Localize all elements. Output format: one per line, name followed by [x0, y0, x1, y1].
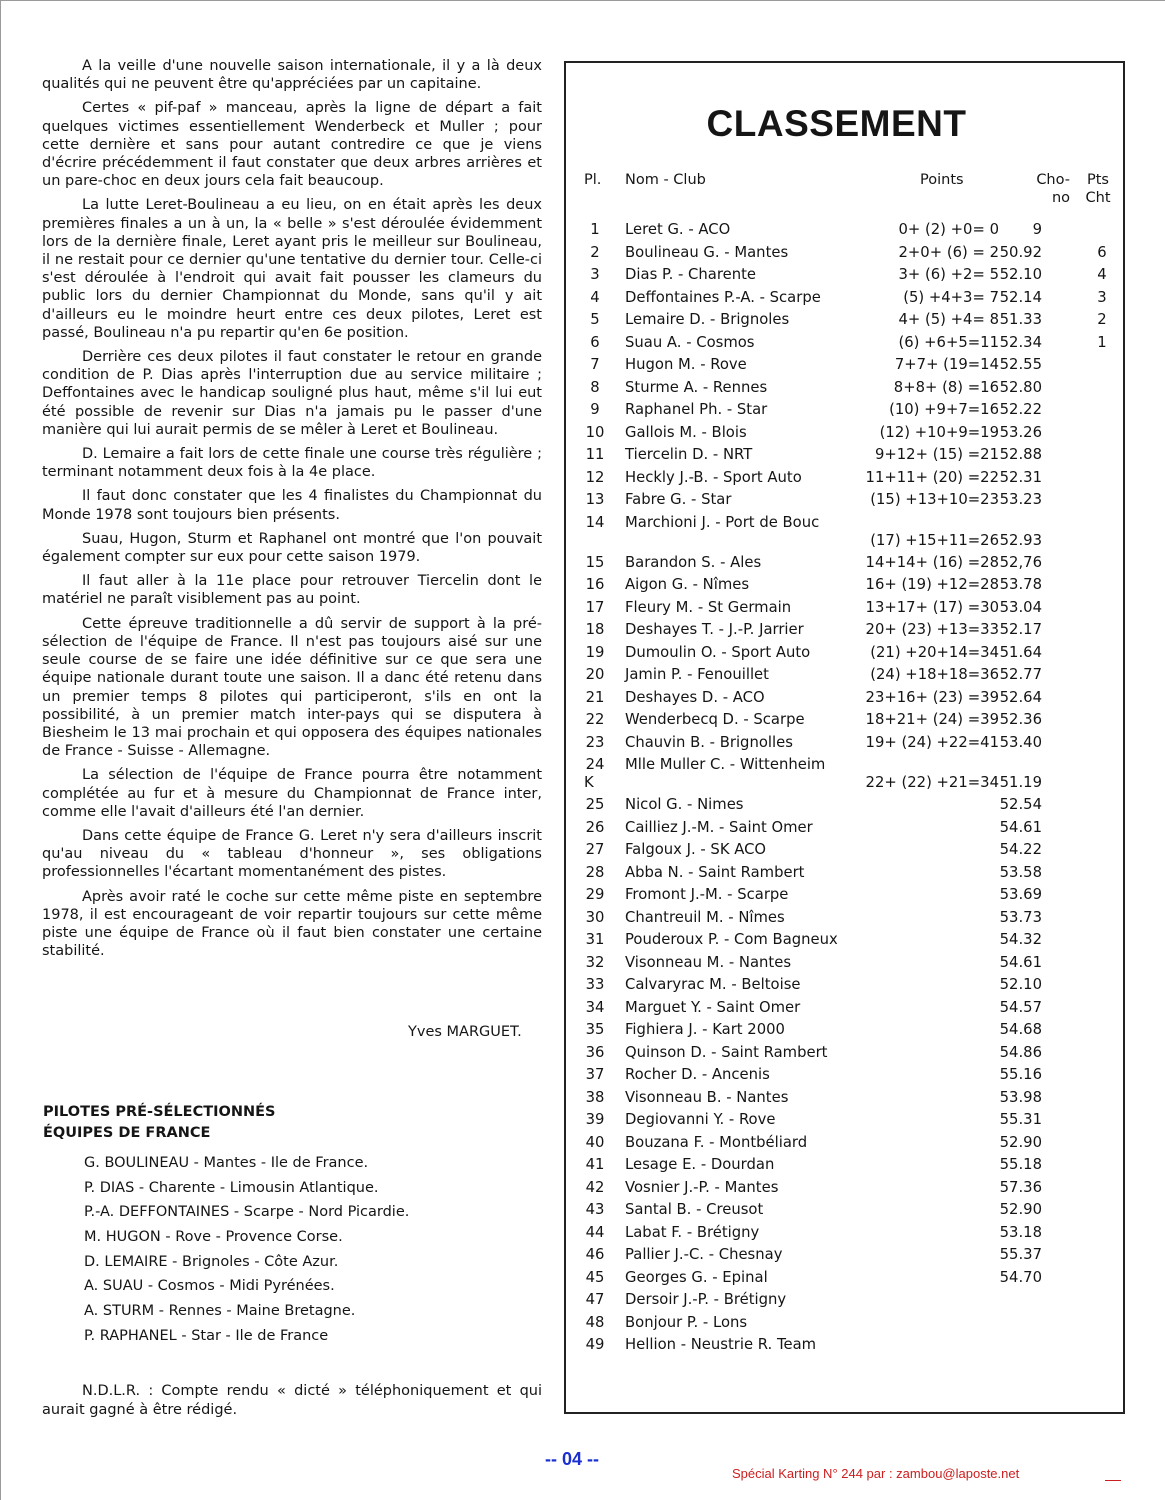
rank-chrono: 54.61 — [999, 818, 1042, 836]
rank-chrono: 54.86 — [999, 1043, 1042, 1061]
rank-name-club: Abba N. - Saint Rambert — [625, 863, 805, 881]
pilot-item: A. STURM - Rennes - Maine Bretagne. — [84, 1303, 356, 1320]
rank-points: (24) +18+18=36 — [870, 666, 999, 683]
preselected-pilot-list — [84, 1153, 409, 1351]
ranking-row — [566, 1109, 1123, 1132]
ranking-row — [566, 1132, 1123, 1155]
rank-chrono: 53.98 — [999, 1088, 1042, 1106]
rank-chrono: 52.90 — [999, 1201, 1042, 1218]
preselection-title-line2: ÉQUIPES DE FRANCE — [43, 1125, 211, 1141]
rank-points: 3+ (6) +2= 5 — [898, 266, 999, 283]
rank-place: 6 — [590, 333, 600, 351]
ranking-row — [566, 467, 1123, 490]
rank-chrono: 55.18 — [999, 1156, 1042, 1173]
rank-chrono: 53.58 — [999, 863, 1042, 881]
rank-points: (15) +13+10=23 — [870, 491, 999, 508]
rank-place: 4 — [590, 288, 600, 306]
rank-chrono: 55.37 — [999, 1246, 1042, 1263]
rank-place: 36 — [585, 1043, 605, 1061]
ranking-row — [566, 219, 1123, 242]
rank-place: 3 — [590, 266, 600, 283]
preselection-title-line1: PILOTES PRÉ-SÉLECTIONNÉS — [43, 1104, 276, 1120]
rank-championship-points: 2 — [1097, 311, 1107, 328]
ranking-row — [566, 974, 1123, 997]
rank-chrono: 54.22 — [999, 841, 1042, 858]
pilot-item: P.-A. DEFFONTAINES - Scarpe - Nord Picardie. — [84, 1204, 410, 1221]
ranking-row — [566, 732, 1123, 755]
rank-name-club: Degiovanni Y. - Rove — [625, 1111, 776, 1128]
rank-name-club: Fleury M. - St Germain — [625, 598, 792, 616]
rank-place: 9 — [590, 401, 600, 418]
ranking-row — [566, 1222, 1123, 1245]
rank-place: 40 — [585, 1133, 605, 1151]
rank-chrono: 9 — [1032, 221, 1042, 238]
rank-name-club: Pallier J.-C. - Chesnay — [625, 1246, 783, 1263]
rank-place: 17 — [585, 598, 605, 616]
rank-name-club: Vosnier J.-P. - Mantes — [625, 1178, 779, 1196]
ranking-row — [566, 642, 1123, 665]
rank-points: 8+8+ (8) =16 — [893, 378, 999, 396]
rank-chrono: 54.68 — [999, 1021, 1042, 1038]
rank-place: 13 — [585, 491, 605, 508]
rank-chrono: 52.77 — [999, 666, 1042, 683]
ranking-row — [566, 332, 1123, 355]
rank-name-club: Mlle Muller C. - Wittenheim — [625, 756, 826, 773]
ranking-row — [566, 242, 1123, 265]
rank-points: (17) +15+11=26 — [870, 531, 999, 549]
rank-points: (5) +4+3= 7 — [903, 288, 999, 306]
article-paragraph: Il faut donc constater que les 4 finalistes du Championnat du Monde 1978 sont toujours bien présents. — [42, 488, 542, 523]
rank-chrono: 53.69 — [999, 886, 1042, 903]
ranking-row — [566, 1267, 1123, 1290]
ranking-row — [566, 952, 1123, 975]
rank-name-club: Barandon S. - Ales — [625, 553, 762, 571]
ranking-row — [566, 422, 1123, 445]
rank-name-club: Heckly J.-B. - Sport Auto — [625, 468, 802, 486]
article-paragraph: Certes « pif-paf » manceau, après la ligne de départ a fait quelques victimes essentiellement Wenderbeck et Muller ; pour cette dernière et sans pour autant contredire ce que je viens d'écrire précédemment il faut constater que deux arbres arrières et un pare-choc en deux jours cela fait beaucoup. — [42, 100, 542, 190]
ranking-row — [566, 489, 1123, 512]
rank-place: 21 — [585, 688, 605, 706]
pilot-item: G. BOULINEAU - Mantes - Ile de France. — [84, 1155, 369, 1171]
rank-place: 48 — [585, 1313, 605, 1331]
rank-name-club: Pouderoux P. - Com Bagneux — [625, 931, 838, 948]
rank-name-club: Bouzana F. - Montbéliard — [625, 1133, 808, 1151]
rank-points: (6) +6+5=11 — [898, 333, 999, 351]
rank-place: 5 — [590, 311, 600, 328]
rank-chrono: 55.31 — [999, 1111, 1042, 1128]
rank-chrono: 53.23 — [999, 491, 1042, 508]
ranking-row — [566, 1042, 1123, 1065]
rank-place: 49 — [585, 1336, 605, 1353]
rank-name-club: Leret G. - ACO — [625, 221, 731, 238]
rank-place: 19 — [585, 643, 605, 661]
ranking-row — [566, 884, 1123, 907]
ranking-rows — [566, 219, 1123, 1357]
rank-chrono: 52.55 — [999, 356, 1042, 373]
rank-chrono: 50.92 — [999, 243, 1042, 261]
rank-points: 19+ (24) +22=41 — [865, 733, 999, 751]
rank-place: 1 — [590, 221, 600, 238]
ranking-row — [566, 399, 1123, 422]
article-paragraph: La sélection de l'équipe de France pourra être notamment complétée au fur et à mesure du Championnat de France inter, comme elle l'avait d'ailleurs été l'an dernier. — [42, 767, 542, 820]
rank-place: 26 — [585, 818, 605, 836]
page-border-top — [0, 0, 1165, 1]
rank-name-club: Falgoux J. - SK ACO — [625, 841, 767, 858]
rank-name-club: Bonjour P. - Lons — [625, 1313, 748, 1331]
ranking-row — [566, 264, 1123, 287]
rank-points: 13+17+ (17) =30 — [865, 598, 999, 616]
rank-name-club: Dias P. - Charente — [625, 266, 756, 283]
rank-chrono: 51.33 — [999, 311, 1042, 328]
preselection-title — [43, 1102, 363, 1144]
article-paragraph: Suau, Hugon, Sturm et Raphanel ont montré que l'on pouvait également compter sur eux pour cette saison 1979. — [42, 530, 542, 566]
rank-name-club: Fromont J.-M. - Scarpe — [625, 886, 789, 903]
article-paragraph: A la veille d'une nouvelle saison internationale, il y a là deux qualités qui ne peuvent être qu'appréciées par un capitaine. — [42, 58, 542, 93]
rank-place: 18 — [585, 621, 605, 638]
rank-place: 12 — [585, 468, 605, 486]
ranking-row — [566, 1087, 1123, 1110]
rank-place: 44 — [585, 1223, 605, 1241]
rank-name-club: Wenderbecq D. - Scarpe — [625, 711, 805, 728]
ranking-row — [566, 444, 1123, 467]
rank-name-club: Calvaryrac M. - Beltoise — [625, 976, 801, 993]
rank-place: 28 — [585, 863, 605, 881]
rank-place: 2 — [590, 243, 600, 261]
footer-credit: Spécial Karting N° 244 par : zambou@laposte.net — [732, 1466, 1020, 1481]
ranking-row — [566, 1289, 1123, 1312]
rank-place: 23 — [585, 733, 605, 751]
rank-chrono: 54.61 — [999, 953, 1042, 971]
rank-name-club: Dersoir J.-P. - Brétigny — [625, 1291, 787, 1308]
header-championship-points — [1078, 171, 1118, 207]
ranking-row — [566, 377, 1123, 400]
rank-chrono: 52.80 — [999, 378, 1042, 396]
page-border-left — [0, 0, 1, 1500]
rank-chrono: 51.64 — [999, 643, 1042, 661]
pilot-item: D. LEMAIRE - Brignoles - Côte Azur. — [84, 1253, 339, 1270]
article-paragraph: Cette épreuve traditionnelle a dû servir de support à la pré-sélection de l'équipe de France. Il n'est pas toujours aisé sur une seule course de se faire une idée définitive sur ce que sera une équipe nationale durant toute une saison. Il a danc été retenu dans un premier temps 8 pilotes qui participeront, s'ils en ont la possibilité, à un premier match inter-pays qui se disputera à Biesheim le 13 mai prochain et qui opposera des équipes nationales de France - Suisse - Allemagne. — [42, 615, 542, 760]
rank-name-club: Nicol G. - Nimes — [625, 796, 744, 813]
rank-place: 47 — [585, 1291, 605, 1308]
rank-place: 11 — [585, 446, 605, 463]
rank-chrono: 54.57 — [999, 998, 1042, 1016]
rank-chrono: 52.64 — [999, 688, 1042, 706]
rank-points: 20+ (23) +13=33 — [865, 621, 999, 638]
rank-name-club: Santal B. - Creusot — [625, 1201, 764, 1218]
rank-place: 15 — [585, 553, 605, 571]
rank-place: 35 — [585, 1021, 605, 1038]
rank-chrono: 54.70 — [999, 1268, 1042, 1286]
rank-name-club: Sturme A. - Rennes — [625, 378, 768, 396]
ranking-row — [566, 839, 1123, 862]
rank-chrono: 52,76 — [999, 553, 1042, 571]
rank-name-club: Chauvin B. - Brignolles — [625, 733, 793, 751]
rank-points: 0+ (2) +0= 0 — [898, 221, 999, 238]
pilot-item: P. RAPHANEL - Star - Ile de France — [84, 1327, 329, 1344]
rank-chrono: 55.16 — [999, 1066, 1042, 1083]
pilot-item: A. SUAU - Cosmos - Midi Pyrénées. — [84, 1278, 335, 1295]
rank-name-club: Quinson D. - Saint Rambert — [625, 1043, 828, 1061]
rank-name-club: Fabre G. - Star — [625, 491, 732, 508]
rank-chrono: 53.78 — [999, 576, 1042, 593]
rank-chrono: 52.17 — [999, 621, 1042, 638]
header-chrono-line1: Cho- — [1036, 172, 1070, 188]
rank-chrono: 53.40 — [999, 733, 1042, 751]
rank-place: 24 — [585, 756, 605, 773]
article-body — [42, 57, 542, 966]
rank-points: 22+ (22) +21=34 — [865, 774, 999, 791]
rank-chrono: 57.36 — [999, 1178, 1042, 1196]
rank-place: 30 — [585, 908, 605, 926]
ranking-row — [566, 1177, 1123, 1200]
rank-chrono: 52.88 — [999, 446, 1042, 463]
rank-name-club: Dumoulin O. - Sport Auto — [625, 643, 811, 661]
rank-points: 18+21+ (24) =39 — [865, 711, 999, 728]
ranking-row — [566, 619, 1123, 642]
rank-chrono: 52.22 — [999, 401, 1042, 418]
ranking-row — [566, 1019, 1123, 1042]
rank-name-club: Marguet Y. - Saint Omer — [625, 998, 801, 1016]
rank-place: 16 — [585, 576, 605, 593]
ranking-row — [566, 512, 1123, 552]
ranking-row — [566, 997, 1123, 1020]
rank-name-club: Visonneau M. - Nantes — [625, 953, 792, 971]
ranking-row — [566, 687, 1123, 710]
editor-note: N.D.L.R. : Compte rendu « dicté » téléphoniquement et qui aurait gagné à être rédigé. — [42, 1383, 542, 1418]
rank-place: 10 — [585, 423, 605, 441]
article-paragraph: La lutte Leret-Boulineau a eu lieu, on en était après les deux premières finales a un à un, la « belle » s'est déroulée évidemment lors de la dernière finale, Leret ayant pris le meilleur sur Boulineau, il ne restait pour ce dernier qu'une tentative du dernier tour. Celle-ci s'est déroulée à l'endroit qui avait fait pousser les clameurs du public lors du dernier Championnat du Monde, sans qu'il y ait d'ailleurs eu le moindre heurt entre ces deux pilotes, Leret est passé, Boulineau n'a pu repartir qu'en 6e position. — [42, 197, 542, 341]
rank-place: 31 — [585, 931, 605, 948]
rank-place: 39 — [585, 1111, 605, 1128]
rank-name-club: Chantreuil M. - Nîmes — [625, 908, 785, 926]
ranking-row — [566, 754, 1123, 794]
header-place: Pl. — [584, 172, 602, 188]
ranking-row — [566, 862, 1123, 885]
rank-place: 43 — [585, 1201, 605, 1218]
rank-name-club: Lemaire D. - Brignoles — [625, 311, 790, 328]
rank-name-club: Fighiera J. - Kart 2000 — [625, 1021, 785, 1038]
rank-place: 27 — [585, 841, 605, 858]
rank-points: 7+7+ (19=14 — [894, 356, 999, 373]
rank-place: 7 — [590, 356, 600, 373]
rank-chrono: 53.73 — [999, 908, 1042, 926]
header-cht-line1: Pts — [1087, 172, 1109, 188]
author-signature: Yves MARGUET. — [408, 1024, 522, 1040]
rank-name-club: Lesage E. - Dourdan — [625, 1156, 775, 1173]
ranking-row — [566, 1312, 1123, 1335]
rank-points: 11+11+ (20) =22 — [865, 468, 999, 486]
rank-points: 23+16+ (23) =39 — [865, 688, 999, 706]
rank-chrono: 52.93 — [999, 531, 1042, 549]
rank-chrono: 53.26 — [999, 423, 1042, 441]
rank-championship-points: 4 — [1097, 266, 1107, 283]
rank-place: 33 — [585, 976, 605, 993]
ranking-row — [566, 552, 1123, 575]
header-name-club: Nom - Club — [625, 172, 706, 188]
rank-name-club: Rocher D. - Ancenis — [625, 1066, 770, 1083]
rank-chrono: 52.36 — [999, 711, 1042, 728]
ranking-row — [566, 309, 1123, 332]
rank-name-club: Labat F. - Brétigny — [625, 1223, 760, 1241]
page-number: -- 04 -- — [545, 1449, 599, 1469]
rank-points: 16+ (19) +12=28 — [865, 576, 999, 593]
ranking-row — [566, 354, 1123, 377]
article-paragraph: Derrière ces deux pilotes il faut constater le retour en grande condition de P. Dias après l'interruption due au service militaire ; Deffontaines avec le handicap souligné plus haut, même s'il lui eut été possible de revenir sur Dias n'a jamais pu le passer d'une manière qui lui aurait permis de se mêler à Leret et Boulineau. — [42, 349, 542, 438]
rank-chrono: 52.31 — [999, 468, 1042, 486]
rank-place: 45 — [585, 1268, 605, 1286]
header-points: Points — [920, 172, 964, 188]
ranking-row — [566, 794, 1123, 817]
article-paragraph: D. Lemaire a fait lors de cette finale une course très régulière ; terminant notamment deux fois à la 4e place. — [42, 446, 542, 481]
ranking-row — [566, 907, 1123, 930]
article-paragraph: Dans cette équipe de France G. Leret n'y sera d'ailleurs inscrit qu'au niveau du « tableau d'honneur », ses obligations professionnelles l'écartant momentanément des pistes. — [42, 827, 542, 881]
header-chrono-line2: no — [1051, 190, 1070, 206]
rank-name-club: Deshayes T. - J.-P. Jarrier — [625, 621, 804, 638]
rank-chrono: 52.90 — [999, 1133, 1042, 1151]
header-chrono — [1020, 171, 1070, 207]
rank-name-club: Gallois M. - Blois — [625, 423, 747, 441]
rank-points: 2+0+ (6) = 2 — [898, 243, 999, 261]
article-paragraph: Après avoir raté le coche sur cette même piste en septembre 1978, il est encourageant de voir repartir toujours sur cette même piste une équipe de France où il faut bien constater une certaine stabilité. — [42, 888, 542, 960]
pilot-item: P. DIAS - Charente - Limousin Atlantique. — [84, 1179, 379, 1196]
rank-place: 22 — [585, 711, 605, 728]
rank-championship-points: 6 — [1097, 243, 1107, 261]
footer-underline — [1105, 1480, 1121, 1481]
rank-place: 29 — [585, 886, 605, 903]
rank-chrono: 53.18 — [999, 1223, 1042, 1241]
rank-place: 46 — [585, 1246, 605, 1263]
rank-championship-points: 3 — [1097, 288, 1107, 306]
rank-chrono: 52.14 — [999, 288, 1042, 306]
ranking-row — [566, 287, 1123, 310]
rank-name-club: Suau A. - Cosmos — [625, 333, 755, 351]
rank-points: 4+ (5) +4= 8 — [898, 311, 999, 328]
rank-name-club: Deshayes D. - ACO — [625, 688, 765, 706]
rank-name-club: Raphanel Ph. - Star — [625, 401, 768, 418]
ranking-row — [566, 1334, 1123, 1357]
rank-place: 34 — [585, 998, 605, 1016]
ranking-row — [566, 1154, 1123, 1177]
rank-name-club: Hellion - Neustrie R. Team — [625, 1336, 817, 1353]
rank-name-club: Aigon G. - Nîmes — [625, 576, 750, 593]
rank-place: 25 — [585, 796, 605, 813]
rank-points: 14+14+ (16) =28 — [865, 553, 999, 571]
rank-chrono: 52.54 — [999, 796, 1042, 813]
ranking-row — [566, 664, 1123, 687]
rank-name-club: Deffontaines P.-A. - Scarpe — [625, 288, 821, 306]
rank-points: (21) +20+14=34 — [870, 643, 999, 661]
ranking-row — [566, 1064, 1123, 1087]
header-cht-line2: Cht — [1085, 190, 1111, 206]
rank-name-club: Visonneau B. - Nantes — [625, 1088, 789, 1106]
rank-name-club: Georges G. - Epinal — [625, 1268, 768, 1286]
rank-place: 37 — [585, 1066, 605, 1083]
ranking-row — [566, 709, 1123, 732]
rank-place: 42 — [585, 1178, 605, 1196]
rank-name-club: Cailliez J.-M. - Saint Omer — [625, 818, 813, 836]
ranking-box — [564, 61, 1125, 1414]
ranking-row — [566, 1199, 1123, 1222]
ranking-row — [566, 574, 1123, 597]
rank-chrono: 53.04 — [999, 598, 1042, 616]
rank-points: 9+12+ (15) =21 — [874, 446, 999, 463]
rank-name-club: Hugon M. - Rove — [625, 356, 747, 373]
rank-place: 41 — [585, 1156, 605, 1173]
rank-place-suffix: K — [584, 774, 594, 791]
rank-name-club: Marchioni J. - Port de Bouc — [625, 513, 820, 531]
rank-points: (12) +10+9=19 — [879, 423, 999, 441]
rank-chrono: 52.34 — [999, 333, 1042, 351]
ranking-title: CLASSEMENT — [706, 103, 967, 144]
article-paragraph: Il faut aller à la 11e place pour retrouver Tiercelin dont le matériel ne paraît visiblement pas au point. — [42, 573, 542, 608]
rank-chrono: 54.32 — [999, 931, 1042, 948]
rank-championship-points: 1 — [1097, 333, 1107, 351]
rank-place: 14 — [585, 513, 605, 531]
ranking-row — [566, 597, 1123, 620]
rank-chrono: 51.19 — [999, 774, 1042, 791]
rank-name-club: Boulineau G. - Mantes — [625, 243, 789, 261]
rank-place: 20 — [585, 666, 605, 683]
rank-place: 32 — [585, 953, 605, 971]
ranking-row — [566, 929, 1123, 952]
rank-points: (10) +9+7=16 — [889, 401, 999, 418]
pilot-item: M. HUGON - Rove - Provence Corse. — [84, 1229, 343, 1246]
ranking-row — [566, 817, 1123, 840]
ranking-row — [566, 1244, 1123, 1267]
rank-chrono: 52.10 — [999, 976, 1042, 993]
rank-chrono: 52.10 — [999, 266, 1042, 283]
rank-name-club: Tiercelin D. - NRT — [625, 446, 753, 463]
rank-place: 38 — [585, 1088, 605, 1106]
rank-name-club: Jamin P. - Fenouillet — [625, 666, 769, 683]
rank-place: 8 — [590, 378, 600, 396]
